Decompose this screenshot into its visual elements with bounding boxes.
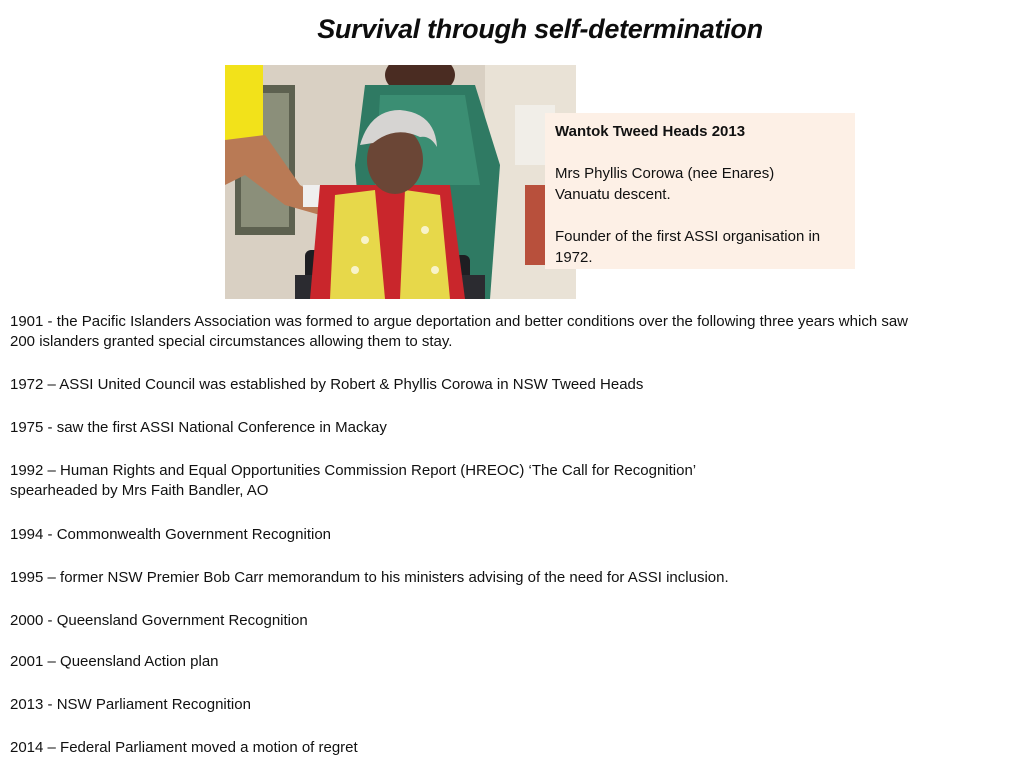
timeline-entry-2014	[10, 738, 1020, 760]
caption-line: Founder of the first ASSI organisation in	[555, 228, 821, 245]
timeline-list	[10, 312, 1020, 760]
timeline-entry-2001	[10, 652, 1020, 695]
timeline-text: 200 islanders granted special circumstances allowing them to stay.	[10, 333, 453, 350]
timeline-entry-1994	[10, 525, 1020, 568]
caption-heading: Wantok Tweed Heads 2013	[555, 123, 746, 140]
timeline-text: 1901 - the Pacific Islanders Association was formed to argue deportation and better conditions over the following three years which saw	[10, 313, 909, 330]
caption-line: Mrs Phyllis Corowa (nee Enares)	[555, 165, 775, 182]
timeline-entry-1992	[10, 461, 1020, 525]
timeline-text: 2000 - Queensland Government Recognition	[10, 612, 308, 629]
timeline-entry-2013	[10, 695, 1020, 738]
photo-elderly-woman-wheelchair	[225, 65, 576, 299]
timeline-entry-1972	[10, 375, 1020, 418]
photo-caption-box	[545, 113, 855, 269]
photo-illustration	[225, 65, 576, 299]
timeline-text: 1975 - saw the first ASSI National Conference in Mackay	[10, 419, 387, 436]
timeline-text: 2014 – Federal Parliament moved a motion of regret	[10, 739, 358, 756]
timeline-text: 1995 – former NSW Premier Bob Carr memorandum to his ministers advising of the need for ASSI inclusion.	[10, 569, 729, 586]
timeline-text: 1972 – ASSI United Council was established by Robert & Phyllis Corowa in NSW Tweed Heads	[10, 376, 644, 393]
timeline-entry-2000	[10, 611, 1020, 652]
caption-line: Vanuatu descent.	[555, 186, 671, 203]
timeline-entry-1975	[10, 418, 1020, 461]
timeline-entry-1901	[10, 312, 1020, 375]
timeline-entry-1995	[10, 568, 1020, 611]
timeline-text: 1994 - Commonwealth Government Recognition	[10, 526, 331, 543]
timeline-text: 1992 – Human Rights and Equal Opportunities Commission Report (HREOC) ‘The Call for Recognition’	[10, 462, 697, 479]
caption-line: 1972.	[555, 249, 593, 266]
page-title: Survival through self-determination	[317, 14, 763, 44]
timeline-text: 2001 – Queensland Action plan	[10, 653, 219, 670]
timeline-text: spearheaded by Mrs Faith Bandler, AO	[10, 482, 269, 499]
timeline-text: 2013 - NSW Parliament Recognition	[10, 696, 251, 713]
